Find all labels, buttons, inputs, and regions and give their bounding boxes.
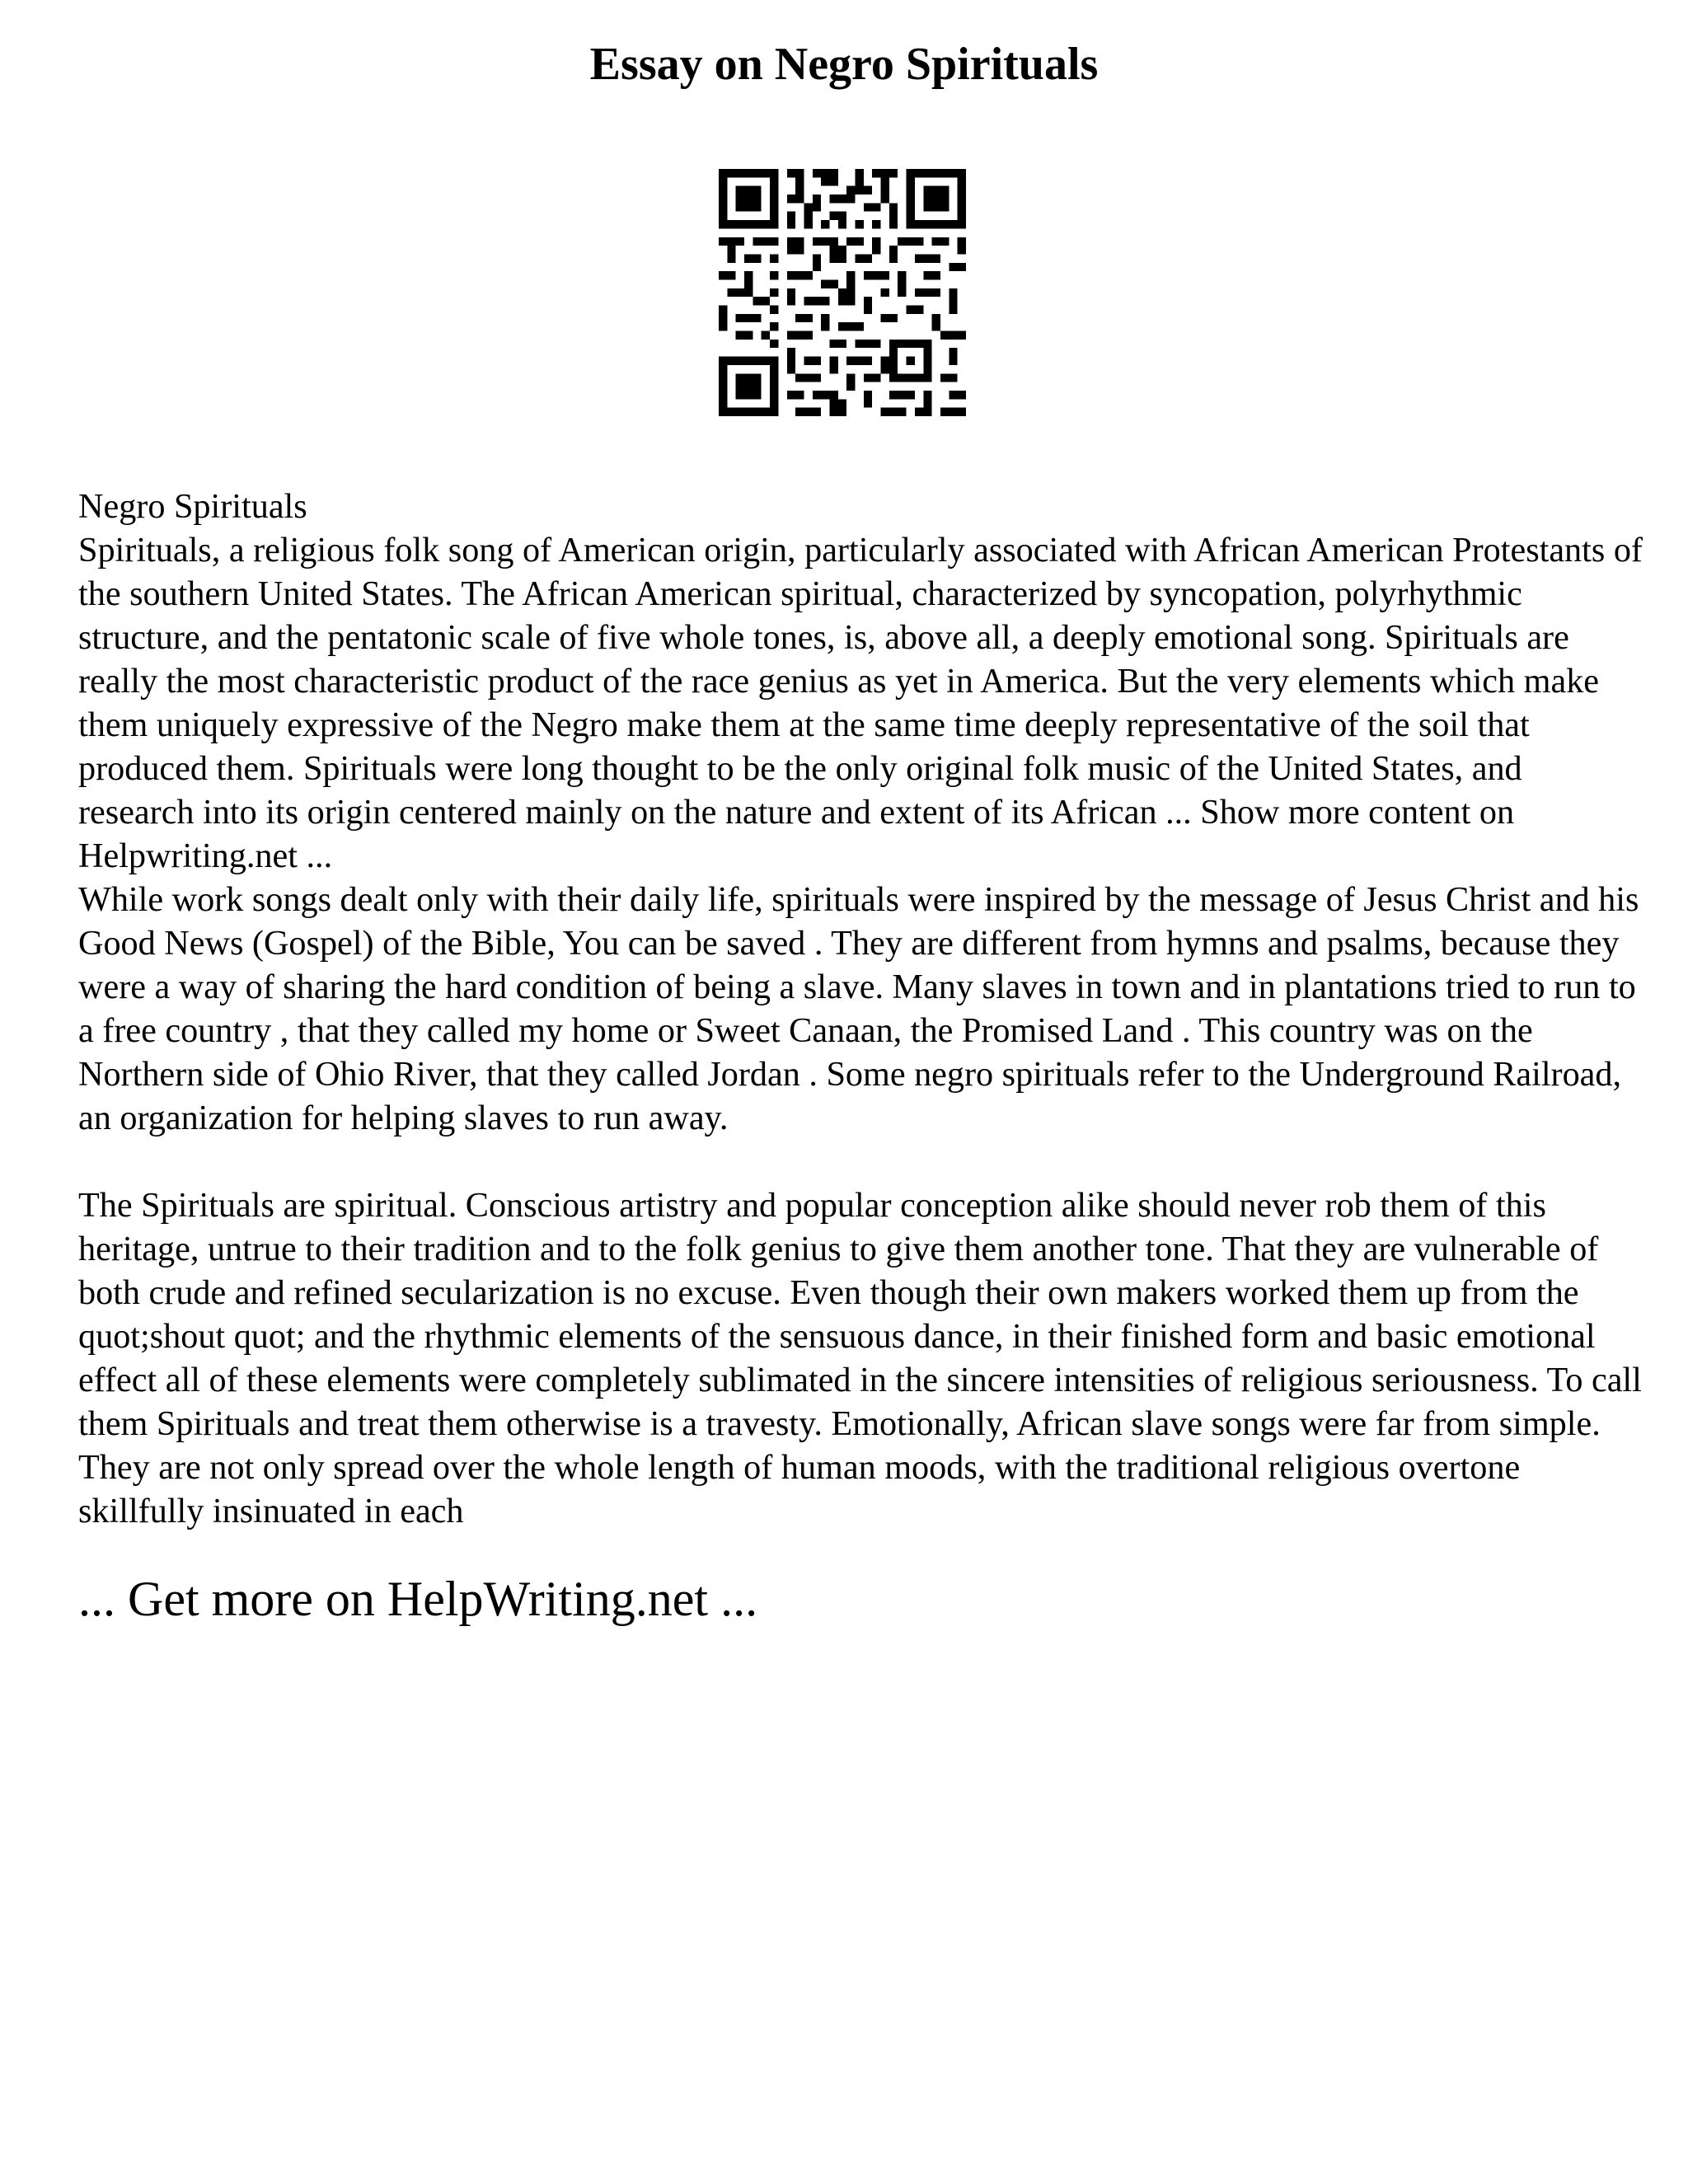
essay-heading: Negro Spirituals — [78, 487, 307, 526]
essay-paragraph: The Spirituals are spiritual. Conscious artistry and popular conception alike should never rob them of this heritage, untrue to their tradition and to the folk genius to give them another tone. That they are vulnerable of both crude and refined secularization is no excuse. Even though their own makers worked them up from the quot;shout quot; and the rhythmic elements of the sensuous dance, in their finished form and basic emotional effect all of these elements were completely sublimated in the sincere intensities of religious seriousness. To call them Spirituals and treat them otherwise is a travesty. Emotionally, African slave songs were far from simple. They are not only spread over the whole length of human moods, with the traditional religious overtone skillfully insinuated in each — [78, 1186, 1642, 1530]
get-more-link[interactable]: ... Get more on HelpWriting.net ... — [78, 1572, 758, 1626]
essay-body — [78, 485, 1644, 1533]
essay-paragraph: Spirituals, a religious folk song of American origin, particularly associated with African American Protestants of the southern United States. The African American spiritual, characterized by syncopation, polyrhythmic structure, and the pentatonic scale of five whole tones, is, above all, a deeply emotional song. Spirituals are really the most characteristic product of the race genius as yet in America. But the very elements which make them uniquely expressive of the Negro make them at the same time deeply representative of the soil that produced them. Spirituals were long thought to be the only original folk music of the United States, and research into its origin centered mainly on the nature and extent of its African ... Show more content on Helpwriting.net ... — [78, 531, 1643, 875]
page-title: Essay on Negro Spirituals — [589, 39, 1099, 90]
qr-code — [719, 169, 966, 416]
essay-paragraph: While work songs dealt only with their daily life, spirituals were inspired by the message of Jesus Christ and his Good News (Gospel) of the Bible, You can be saved . They are different from hymns and psalms, because they were a way of sharing the hard condition of being a slave. Many slaves in town and in plantations tried to run to a free country , that they called my home or Sweet Canaan, the Promised Land . This country was on the Northern side of Ohio River, that they called Jordan . Some negro spirituals refer to the Underground Railroad, an organization for helping slaves to run away. — [78, 880, 1639, 1137]
